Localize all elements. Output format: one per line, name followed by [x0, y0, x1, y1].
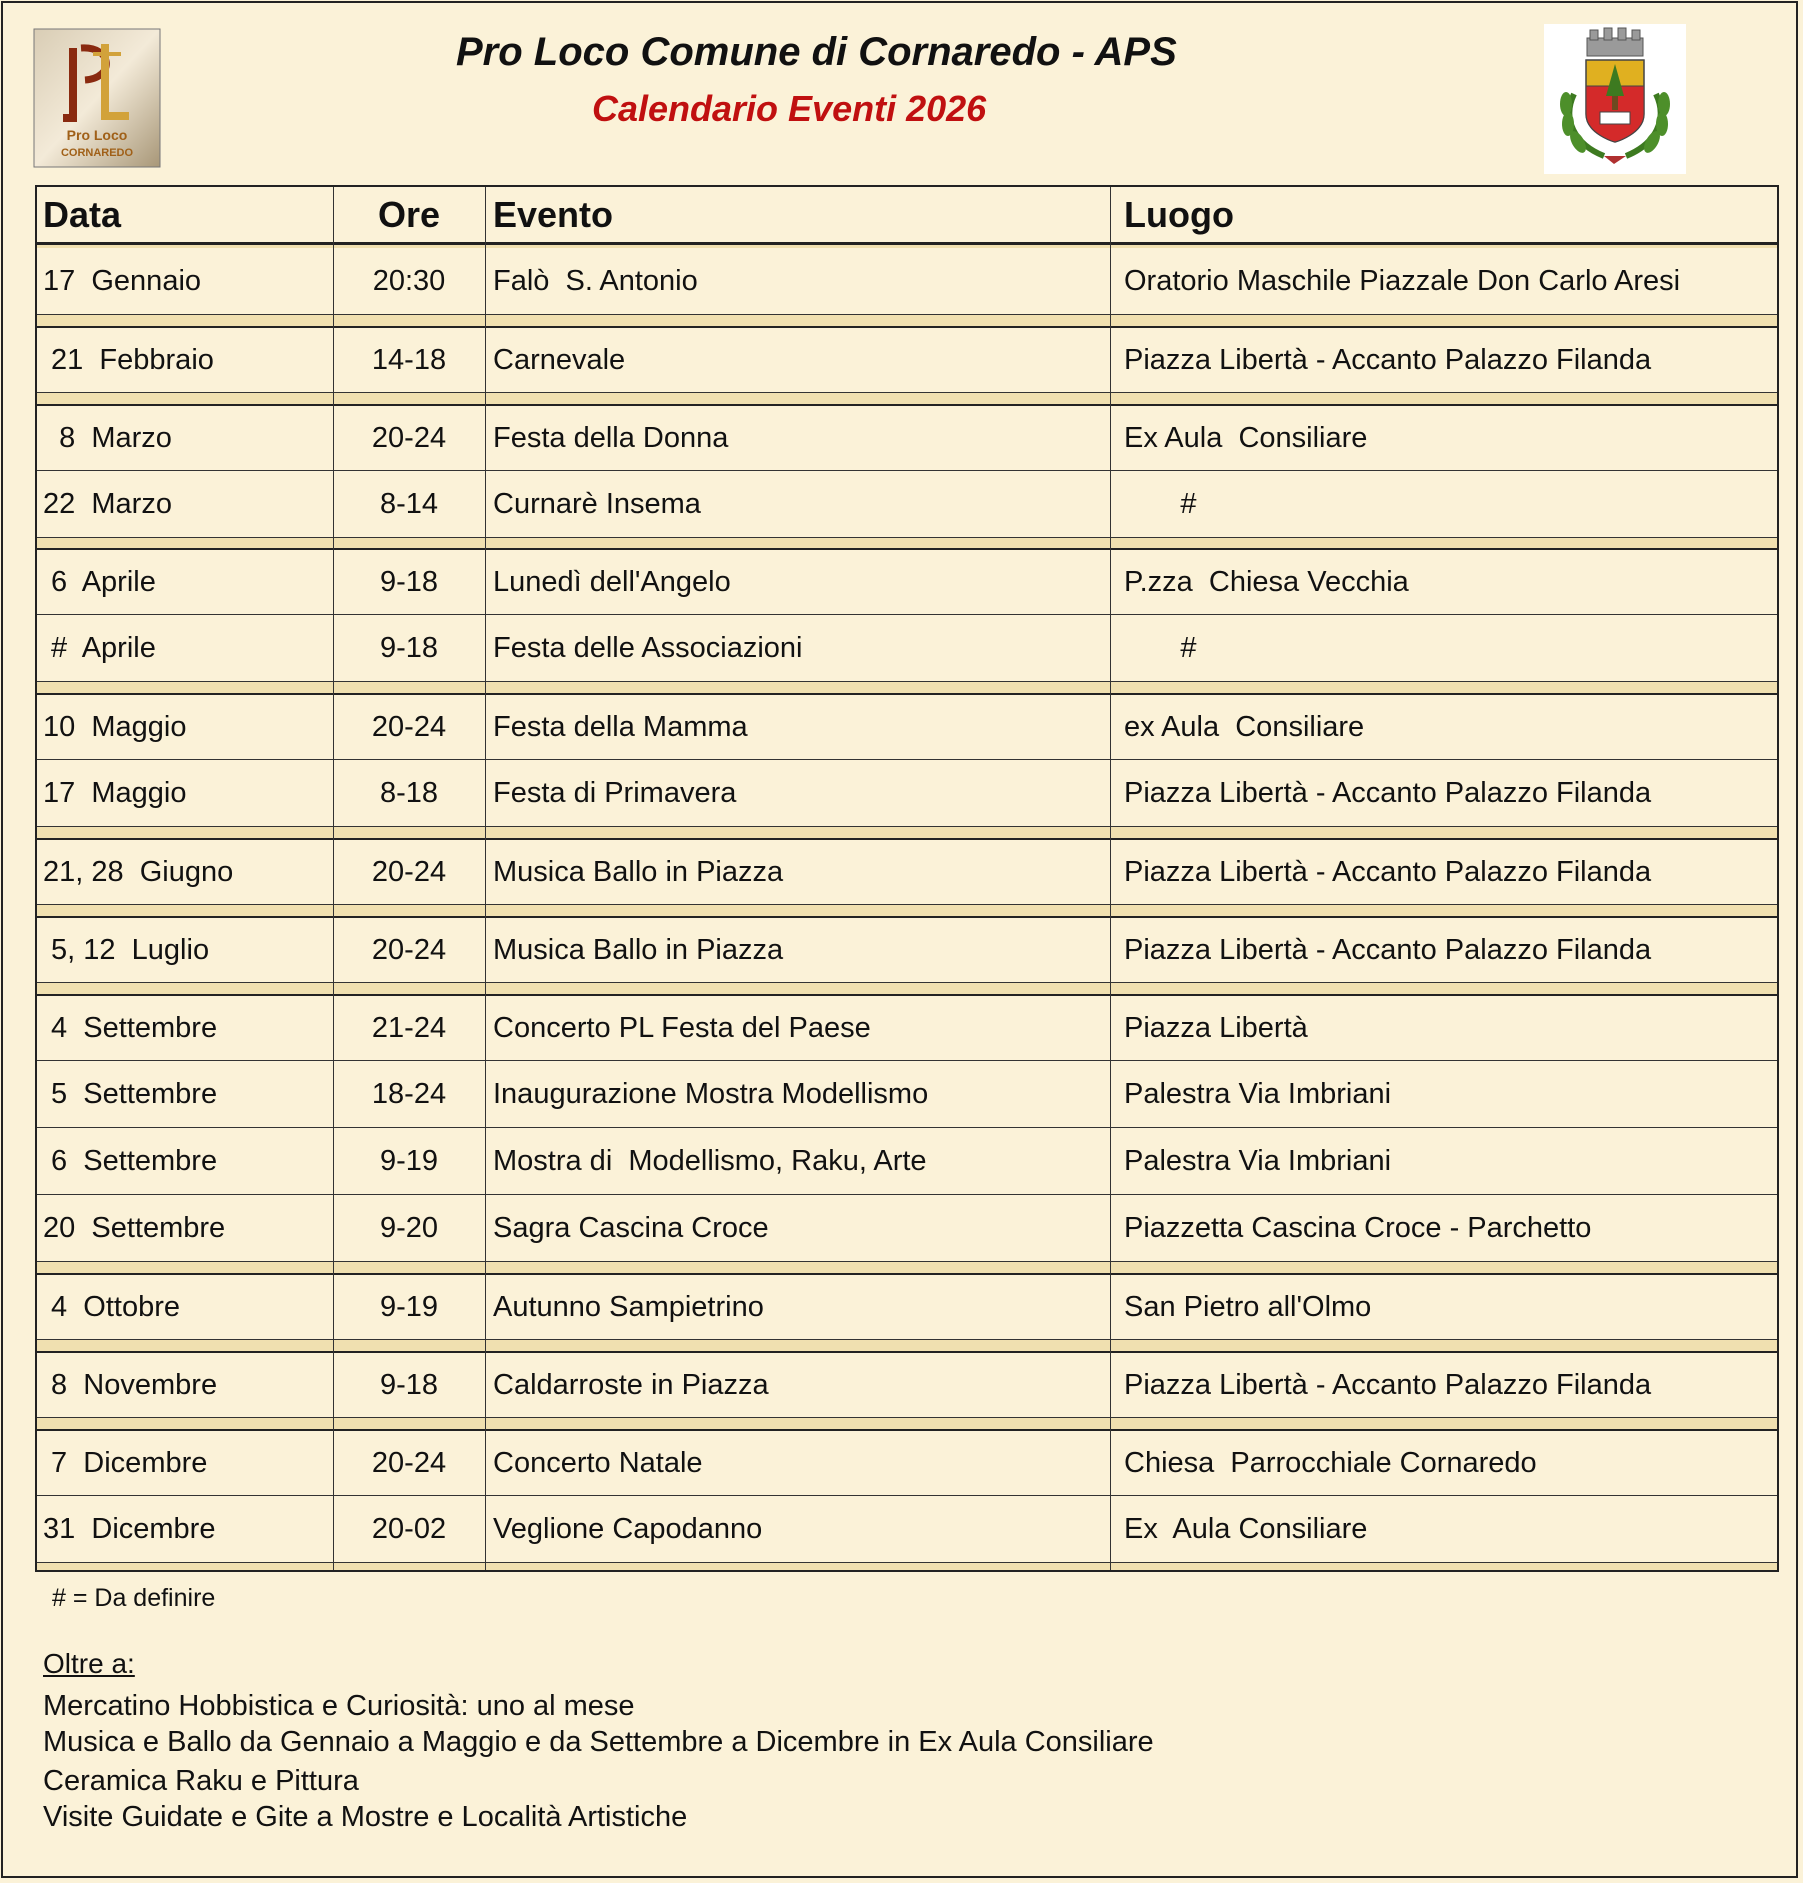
- cell-event: Festa della Mamma: [493, 710, 748, 743]
- pro-loco-logo: [33, 28, 161, 168]
- cell-time: 20-24: [371, 710, 447, 743]
- cell-place: Palestra Via Imbriani: [1124, 1077, 1392, 1110]
- table-row: [37, 916, 1777, 983]
- svg-text:Pro Loco: Pro Loco: [66, 127, 128, 143]
- cell-event: Caldarroste in Piazza: [493, 1368, 769, 1401]
- cell-event: Carnevale: [493, 343, 626, 376]
- table-row: [37, 404, 1777, 471]
- cell-place: #: [1124, 487, 1197, 520]
- cell-place: Piazza Libertà - Accanto Palazzo Filanda: [1124, 855, 1652, 888]
- cell-place: Piazza Libertà - Accanto Palazzo Filanda: [1124, 343, 1652, 376]
- svg-text:CORNAREDO: CORNAREDO: [60, 147, 134, 159]
- table-row: [37, 1128, 1777, 1195]
- cell-event: Inaugurazione Mostra Modellismo: [493, 1077, 929, 1110]
- table-row: [37, 248, 1777, 315]
- cell-date: 8 Novembre: [43, 1368, 218, 1401]
- table-row: [37, 838, 1777, 905]
- column-divider: [485, 187, 486, 1570]
- table-row: [37, 1351, 1777, 1418]
- table-row: [37, 471, 1777, 538]
- cell-time: 9-18: [379, 631, 439, 664]
- cell-place: Piazzetta Cascina Croce - Parchetto: [1124, 1211, 1592, 1244]
- cell-event: Sagra Cascina Croce: [493, 1211, 769, 1244]
- cell-place: Piazza Libertà - Accanto Palazzo Filanda: [1124, 1368, 1652, 1401]
- cell-place: ex Aula Consiliare: [1124, 710, 1365, 743]
- extras-item: Mercatino Hobbistica e Curiosità: uno al mese: [43, 1690, 635, 1722]
- cell-event: Concerto Natale: [493, 1446, 703, 1479]
- cell-date: 21, 28 Giugno: [43, 855, 234, 888]
- extras-item: Visite Guidate e Gite a Mostre e Località Artistiche: [43, 1801, 688, 1833]
- cell-place: Piazza Libertà: [1124, 1011, 1308, 1044]
- cell-time: 9-19: [379, 1144, 439, 1177]
- cell-event: Mostra di Modellismo, Raku, Arte: [493, 1144, 927, 1177]
- extras-title: Oltre a:: [43, 1648, 135, 1679]
- cell-date: 22 Marzo: [43, 487, 172, 520]
- table-row: [37, 1061, 1777, 1128]
- events-table: [35, 185, 1779, 1572]
- cell-event: Falò S. Antonio: [493, 264, 698, 297]
- table-row: [37, 1429, 1777, 1496]
- cell-event: Lunedì dell'Angelo: [493, 565, 731, 598]
- cell-time: 20:30: [372, 264, 446, 297]
- cell-event: Autunno Sampietrino: [493, 1290, 764, 1323]
- table-row: [37, 548, 1777, 615]
- cell-date: 20 Settembre: [43, 1211, 226, 1244]
- cell-place: P.zza Chiesa Vecchia: [1124, 565, 1409, 598]
- column-divider: [333, 187, 334, 1570]
- table-row: [37, 1273, 1777, 1340]
- cell-date: 21 Febbraio: [43, 343, 214, 376]
- cell-time: 20-24: [371, 933, 447, 966]
- cell-time: 20-24: [371, 855, 447, 888]
- page-subtitle: Calendario Eventi 2026: [592, 88, 987, 129]
- comune-coat-of-arms-icon: [1544, 24, 1686, 174]
- extras-item: Ceramica Raku e Pittura: [43, 1765, 359, 1797]
- cell-event: Festa della Donna: [493, 421, 729, 454]
- cell-time: 18-24: [371, 1077, 447, 1110]
- column-divider: [1110, 187, 1111, 1570]
- cell-place: Oratorio Maschile Piazzale Don Carlo Aresi: [1124, 264, 1681, 297]
- cell-date: 4 Settembre: [43, 1011, 218, 1044]
- cell-place: Piazza Libertà - Accanto Palazzo Filanda: [1124, 933, 1652, 966]
- cell-place: Chiesa Parrocchiale Cornaredo: [1124, 1446, 1537, 1479]
- cell-event: Musica Ballo in Piazza: [493, 933, 784, 966]
- cell-date: 8 Marzo: [43, 421, 172, 454]
- table-row: [37, 994, 1777, 1061]
- footnote: # = Da definire: [52, 1584, 216, 1612]
- cell-date: 10 Maggio: [43, 710, 187, 743]
- cell-date: 6 Aprile: [43, 565, 156, 598]
- extras-item: Musica e Ballo da Gennaio a Maggio e da Settembre a Dicembre in Ex Aula Consiliare: [43, 1726, 1154, 1758]
- table-header-row: [37, 187, 1777, 245]
- cell-time: 21-24: [371, 1011, 447, 1044]
- page-title: Pro Loco Comune di Cornaredo - APS: [456, 30, 1177, 74]
- cell-place: Palestra Via Imbriani: [1124, 1144, 1392, 1177]
- table-row: [37, 1195, 1777, 1262]
- cell-time: 8-18: [379, 776, 439, 809]
- cell-time: 9-18: [379, 1368, 439, 1401]
- cell-date: 5, 12 Luglio: [43, 933, 210, 966]
- cell-time: 20-02: [371, 1512, 447, 1545]
- cell-date: 7 Dicembre: [43, 1446, 208, 1479]
- cell-time: 8-14: [379, 487, 439, 520]
- cell-event: Veglione Capodanno: [493, 1512, 763, 1545]
- cell-time: 14-18: [371, 343, 447, 376]
- cell-time: 9-18: [379, 565, 439, 598]
- cell-date: # Aprile: [43, 631, 156, 664]
- cell-event: Festa di Primavera: [493, 776, 737, 809]
- cell-time: 9-19: [379, 1290, 439, 1323]
- cell-place: San Pietro all'Olmo: [1124, 1290, 1372, 1323]
- cell-date: 5 Settembre: [43, 1077, 218, 1110]
- cell-event: Curnarè Insema: [493, 487, 701, 520]
- cell-event: Musica Ballo in Piazza: [493, 855, 784, 888]
- column-header-date: Data: [43, 193, 122, 235]
- table-row: [37, 615, 1777, 682]
- table-row: [37, 326, 1777, 393]
- table-row: [37, 693, 1777, 760]
- cell-place: Ex Aula Consiliare: [1124, 1512, 1368, 1545]
- cell-time: 20-24: [371, 421, 447, 454]
- table-row: [37, 1496, 1777, 1563]
- cell-event: Festa delle Associazioni: [493, 631, 803, 664]
- cell-date: 6 Settembre: [43, 1144, 218, 1177]
- cell-date: 17 Gennaio: [43, 264, 202, 297]
- column-header-event: Evento: [493, 193, 614, 235]
- table-row: [37, 760, 1777, 827]
- cell-place: Ex Aula Consiliare: [1124, 421, 1368, 454]
- cell-time: 20-24: [371, 1446, 447, 1479]
- cell-date: 4 Ottobre: [43, 1290, 181, 1323]
- cell-time: 9-20: [379, 1211, 439, 1244]
- cell-date: 31 Dicembre: [43, 1512, 216, 1545]
- cell-date: 17 Maggio: [43, 776, 187, 809]
- column-header-place: Luogo: [1124, 193, 1234, 235]
- column-header-time: Ore: [377, 193, 441, 235]
- cell-place: #: [1124, 631, 1197, 664]
- cell-event: Concerto PL Festa del Paese: [493, 1011, 871, 1044]
- cell-place: Piazza Libertà - Accanto Palazzo Filanda: [1124, 776, 1652, 809]
